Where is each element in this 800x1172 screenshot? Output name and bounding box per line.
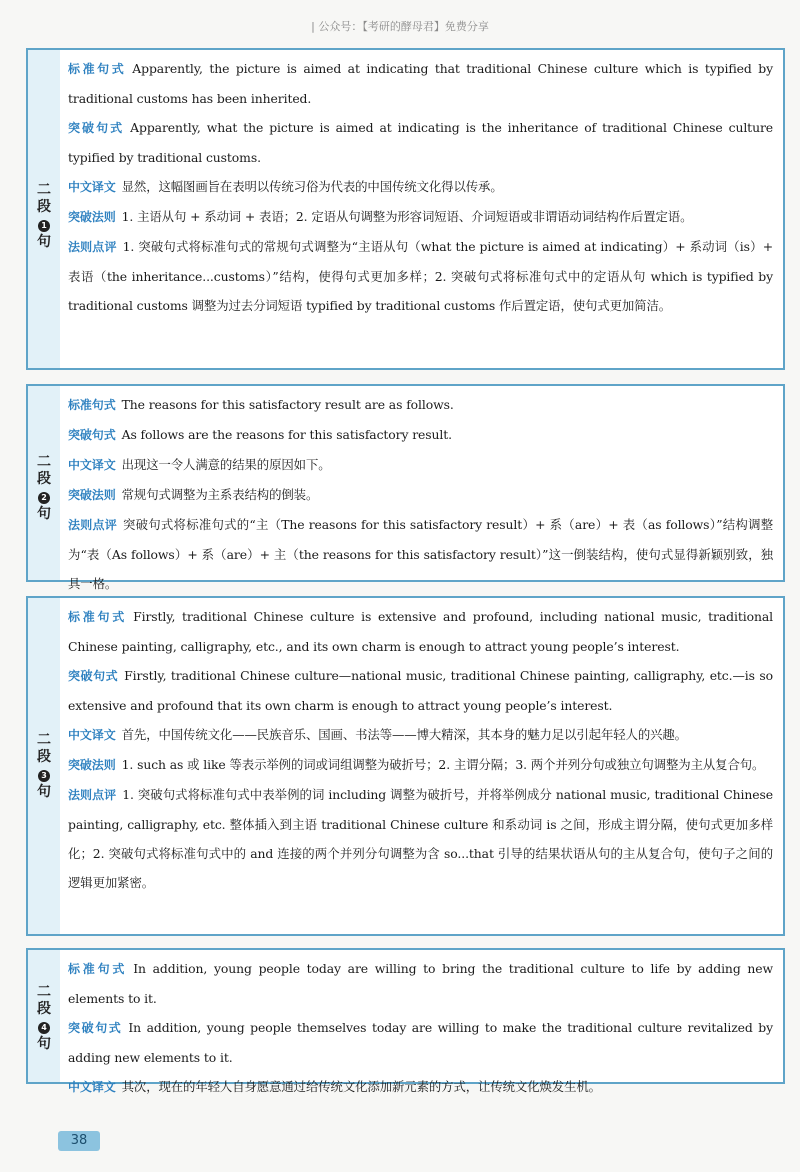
rule-comment: 法则点评 1. 突破句式将标准句式中表举例的词 including 调整为破折号，并将举例成分 national music, traditional Chinese painting, calligraphy, etc. 整体插入到主语 traditional Chinese culture 和系动词 is 之间，形成主谓分隔，使句式更加多样化；2. 突破句式将标准句式中的 and 连接的两个并列分句调整为含 so...that 引导的结果状语从句的主从复合句，使句子之间的逻辑更加紧密。 [68,787,773,890]
label-rules: 突破法则 [68,210,116,224]
breakthrough-rules: 突破法则 1. 主语从句 + 系动词 + 表语；2. 定语从句调整为形容词短语、介词短语或非谓语动词结构作后置定语。 [68,209,693,224]
standard-sentence: 标准句式 The reasons for this satisfactory result are as follows. [68,397,454,412]
label-translation: 中文译文 [68,458,116,472]
breakthrough-sentence: 突破句式 In addition, young people themselves today are willing to make the traditional culture revitalized by adding new elements to it. [68,1020,773,1065]
chinese-translation: 中文译文 出现这一令人满意的结果的原因如下。 [68,457,331,472]
sentence-box-1 [37,48,785,370]
sentence-box-2 [37,384,785,591]
label-standard: 标准句式 [68,610,128,624]
standard-sentence: 标准句式 Apparently, the picture is aimed at indicating that traditional Chinese culture which is typified by traditional customs has been inherited. [68,61,773,106]
label-standard: 标准句式 [68,62,127,76]
section-label: 二 段 3 句 [37,732,51,800]
standard-sentence: 标准句式 In addition, young people today are willing to bring the traditional culture to life by adding new elements to it. [68,961,773,1006]
label-standard: 标准句式 [68,962,128,976]
label-breakthrough: 突破句式 [68,1021,123,1035]
page-number: 38 [58,1131,100,1151]
rule-comment: 法则点评 1. 突破句式将标准句式的常规句式调整为“主语从句（what the picture is aimed at indicating）+ 系动词（is）+ 表语（the inheritance...customs）”结构，使得句式更加多样；2. 突破句式将标准句式中的定语从句 which is typified by traditional customs 调整为过去分词短语 typified by traditional customs 作后置定语，使句式更加简洁。 [68,239,773,313]
section-label: 二 段 4 句 [37,984,51,1052]
section-number-badge: 4 [38,1022,50,1034]
breakthrough-rules: 突破法则 1. such as 或 like 等表示举例的词或词组调整为破折号；2. 主谓分隔；3. 两个并列分句或独立句调整为主从复合句。 [68,757,765,772]
section-number-badge: 2 [38,492,50,504]
label-comment: 法则点评 [68,518,117,532]
watermark: | 公众号：【考研的酵母君】免费分享 [311,20,489,33]
section-label: 二 段 1 句 [37,182,51,250]
label-breakthrough: 突破句式 [68,669,119,683]
label-rules: 突破法则 [68,758,116,772]
breakthrough-sentence: 突破句式 Firstly, traditional Chinese culture—national music, traditional Chinese painting, calligraphy, etc.—is so extensive and profound that its own charm is enough to attract young people’s interest. [68,668,773,713]
label-comment: 法则点评 [68,240,117,254]
section-side-tab [26,948,60,1084]
section-side-tab [26,48,60,370]
chinese-translation: 中文译文 显然，这幅图画旨在表明以传统习俗为代表的中国传统文化得以传承。 [68,179,503,194]
label-comment: 法则点评 [68,788,117,802]
section-label: 二 段 2 句 [37,454,51,522]
label-translation: 中文译文 [68,180,116,194]
label-standard: 标准句式 [68,398,116,412]
label-rules: 突破法则 [68,488,116,502]
label-breakthrough: 突破句式 [68,428,116,442]
label-translation: 中文译文 [68,728,116,742]
sentence-box-3 [37,596,785,936]
label-breakthrough: 突破句式 [68,121,125,135]
section-side-tab [26,384,60,582]
section-side-tab [26,596,60,936]
sentence-box-4 [37,948,785,1094]
standard-sentence: 标准句式 Firstly, traditional Chinese culture is extensive and profound, including national music, traditional Chinese painting, calligraphy, etc., and its own charm is enough to attract young people’s interest. [68,609,773,654]
section-number-badge: 3 [38,770,50,782]
breakthrough-sentence: 突破句式 As follows are the reasons for this satisfactory result. [68,427,453,442]
breakthrough-sentence: 突破句式 Apparently, what the picture is aimed at indicating is the inheritance of traditional Chinese culture typified by traditional customs. [68,120,773,165]
section-number-badge: 1 [38,220,50,232]
breakthrough-rules: 突破法则 常规句式调整为主系表结构的倒装。 [68,487,319,502]
chinese-translation: 中文译文 其次，现在的年轻人自身愿意通过给传统文化添加新元素的方式，让传统文化焕发生机。 [68,1079,601,1094]
label-translation: 中文译文 [68,1080,116,1094]
chinese-translation: 中文译文 首先，中国传统文化——民族音乐、国画、书法等——博大精深，其本身的魅力足以引起年轻人的兴趣。 [68,727,687,742]
rule-comment: 法则点评 突破句式将标准句式的“主（The reasons for this satisfactory result）+ 系（are）+ 表（as follows）”结构调整为“表（As follows）+ 系（are）+ 主（the reasons for this satisfactory result）”这一倒装结构，使句式显得新颖别致，独具一格。 [68,517,773,591]
